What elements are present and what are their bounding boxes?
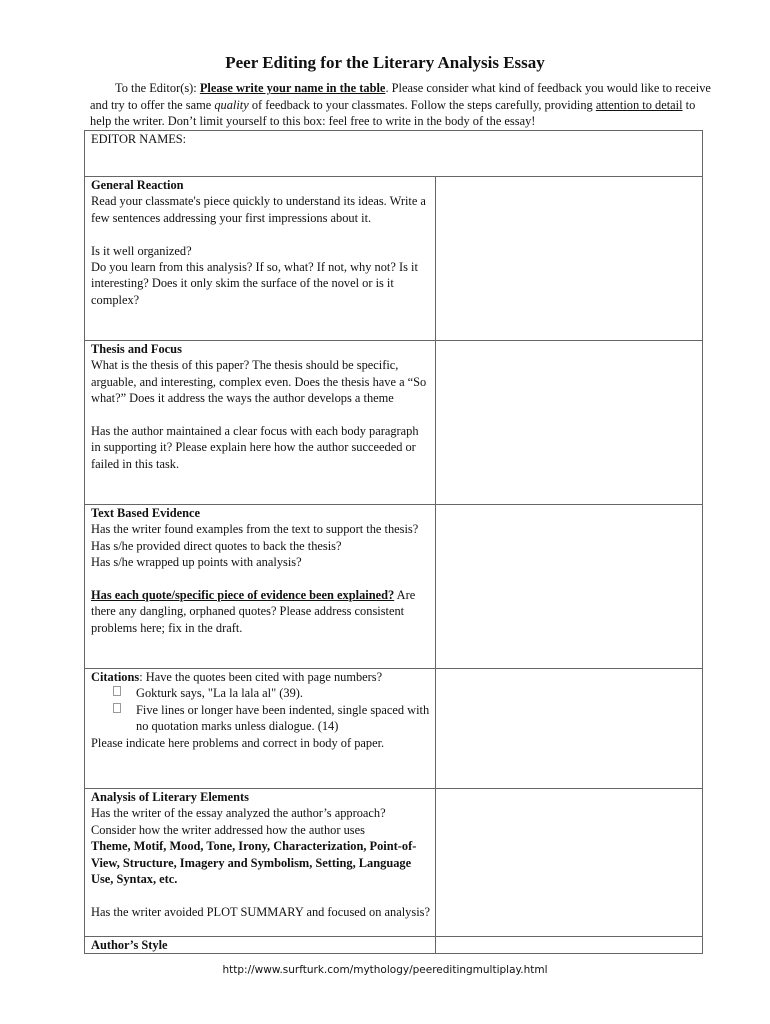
prompt-text: Has the writer of the essay analyzed the author’s approach? Consider how the writer addressed how the author uses	[91, 806, 386, 837]
bullet-icon	[113, 703, 121, 713]
prompt-text: What is the thesis of this paper? The thesis should be specific, arguable, and interesting, complex even. Does the thesis have a “So what?” Does it address the ways the author develops a theme	[91, 358, 427, 406]
intro-text-1: . Please consider what kind of feedback you would like to receive and try to offer the same	[90, 81, 711, 112]
intro-quality: quality	[214, 97, 249, 112]
intro-prefix: To the Editor(s):	[115, 81, 200, 95]
section-heading: Text Based Evidence	[91, 506, 200, 520]
prompt-text: Do you learn from this analysis? If so, what? If not, why not? Is it interesting? Does it only skim the surface of the novel or is it complex?	[91, 260, 418, 307]
list-item	[91, 702, 431, 735]
footer-url: http://www.surfturk.com/mythology/peereditingmultiplay.html	[222, 964, 548, 976]
editor-names-label: EDITOR NAMES:	[91, 132, 187, 146]
authors-style-response[interactable]	[435, 937, 702, 954]
general-reaction-response[interactable]	[435, 177, 702, 341]
intro-instructions	[90, 80, 716, 130]
prompt-text: Read your classmate's piece quickly to understand its ideas. Write a few sentences addressing your first impressions about it.	[91, 194, 426, 225]
prompt-text	[91, 587, 431, 636]
section-heading: Thesis and Focus	[91, 342, 182, 356]
prompt-text: Has the author maintained a clear focus with each body paragraph in supporting it? Please explain here how the author succeeded or failed in this task.	[91, 424, 419, 471]
intro-instruction: Please write your name in the table	[199, 81, 386, 95]
prompt-text: Has the writer found examples from the text to support the thesis?	[91, 522, 419, 537]
prompt-text: : Have the quotes been cited with page numbers?	[139, 670, 383, 684]
literary-elements-response[interactable]	[435, 789, 702, 937]
prompt-text: Has s/he provided direct quotes to back the thesis?	[91, 538, 342, 553]
page-title: Peer Editing for the Literary Analysis Essay	[225, 53, 545, 72]
peer-editing-table	[84, 130, 703, 954]
list-item	[91, 685, 431, 701]
thesis-focus-prompt	[85, 341, 436, 505]
prompt-text: Please indicate here problems and correct in body of paper.	[91, 735, 385, 750]
section-heading: Citations	[91, 670, 140, 684]
section-heading: Analysis of Literary Elements	[91, 790, 249, 804]
emphasis-question: Has each quote/specific piece of evidence been explained?	[91, 588, 395, 603]
prompt-text: Has the writer avoided PLOT SUMMARY and focused on analysis?	[91, 904, 430, 919]
literary-elements-list: Theme, Motif, Mood, Tone, Irony, Characterization, Point-of-View, Structure, Imagery and Symbolism, Setting, Language Use, Syntax, etc.	[91, 839, 417, 887]
citations-prompt	[85, 669, 436, 789]
authors-style-prompt	[85, 937, 436, 954]
section-heading: General Reaction	[91, 178, 184, 192]
text-evidence-prompt	[85, 505, 436, 669]
list-item-text: Five lines or longer have been indented, single spaced with no quotation marks unless dialogue. (14)	[136, 702, 430, 734]
intro-attention: attention to detail	[595, 97, 683, 112]
intro-text-3: to help the writer. Don’t limit yourself to this box: feel free to write in the body of the essay!	[90, 97, 696, 128]
thesis-focus-response[interactable]	[435, 341, 702, 505]
editor-names-field[interactable]	[85, 131, 703, 177]
prompt-text	[91, 669, 431, 685]
prompt-text: Has s/he wrapped up points with analysis?	[91, 555, 302, 570]
prompt-text: Are there any dangling, orphaned quotes? Please address consistent problems here; fix in the draft.	[91, 588, 416, 635]
text-evidence-response[interactable]	[435, 505, 702, 669]
intro-text-2: of feedback to your classmates. Follow the steps carefully, providing	[248, 97, 596, 112]
prompt-text: Is it well organized?	[91, 243, 192, 258]
general-reaction-prompt	[85, 177, 436, 341]
section-heading: Author’s Style	[91, 938, 168, 952]
citations-response[interactable]	[435, 669, 702, 789]
list-item-text: Gokturk says, "La la lala al" (39).	[136, 686, 304, 701]
literary-elements-prompt	[85, 789, 436, 937]
bullet-icon	[113, 686, 121, 696]
